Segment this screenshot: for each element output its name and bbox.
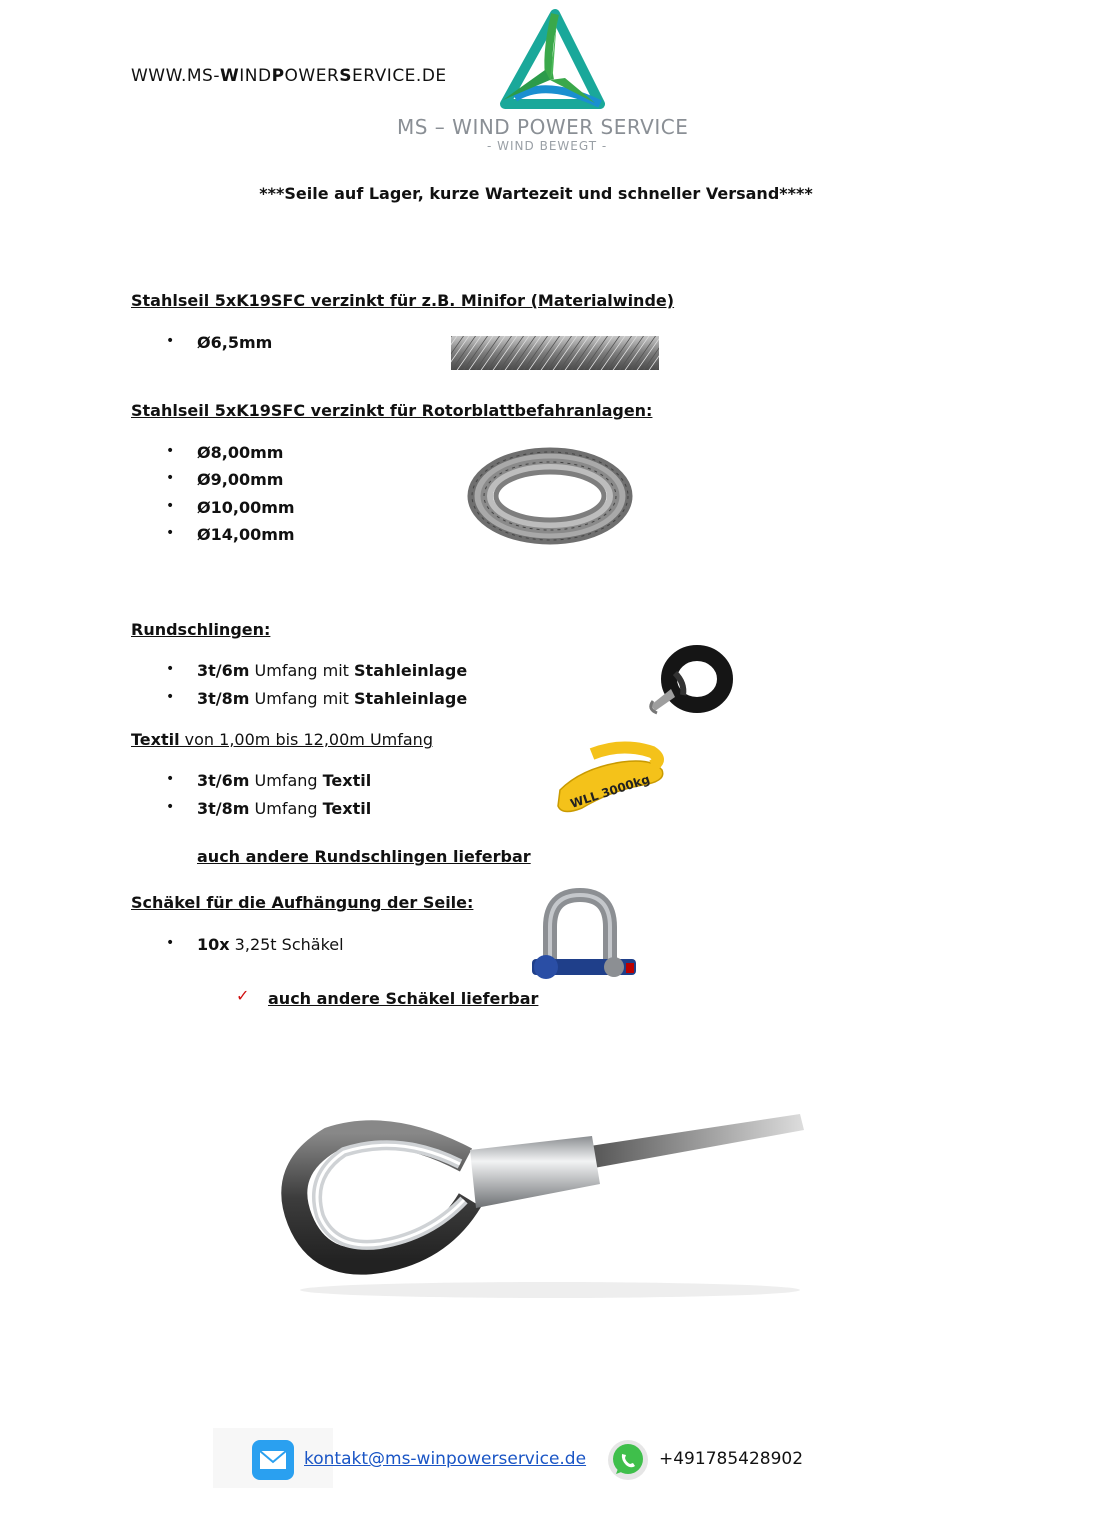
email-link[interactable]: kontakt@ms-winpowerservice.de bbox=[304, 1449, 587, 1469]
list-item: • 3t/8m Umfang mit Stahleinlage bbox=[166, 689, 468, 708]
steel-rope-image bbox=[451, 336, 659, 370]
list-item: • Ø10,00mm bbox=[166, 498, 295, 517]
check-icon: ✓ bbox=[236, 986, 250, 1005]
brand-name: MS – WIND POWER SERVICE bbox=[397, 115, 689, 139]
whatsapp-icon[interactable] bbox=[606, 1438, 650, 1482]
list-item: • 3t/6m Umfang Textil bbox=[166, 771, 372, 790]
brand-slogan: - WIND BEWEGT - bbox=[487, 139, 608, 153]
mail-icon[interactable] bbox=[250, 1438, 296, 1482]
note-schaekel: auch andere Schäkel lieferbar bbox=[268, 989, 539, 1008]
section-heading-rotor: Stahlseil 5xK19SFC verzinkt für Rotorblattbefahranlagen: bbox=[131, 401, 653, 420]
section-heading-minifor: Stahlseil 5xK19SFC verzinkt für z.B. Minifor (Materialwinde) bbox=[131, 291, 675, 310]
list-item: • Ø8,00mm bbox=[166, 443, 284, 462]
list-item: • Ø6,5mm bbox=[166, 333, 273, 352]
website-url: WWW.MS-WINDPOWERSERVICE.DE bbox=[131, 66, 447, 86]
note-rundschlingen: auch andere Rundschlingen lieferbar bbox=[197, 847, 531, 866]
section-heading-textil: Textil von 1,00m bis 12,00m Umfang bbox=[131, 730, 433, 749]
tagline: ***Seile auf Lager, kurze Wartezeit und schneller Versand**** bbox=[259, 184, 813, 203]
section-heading-schaekel: Schäkel für die Aufhängung der Seile: bbox=[131, 893, 474, 912]
yellow-sling-image bbox=[552, 740, 672, 820]
section-heading-rundschlingen: Rundschlingen: bbox=[131, 620, 271, 639]
black-sling-image bbox=[645, 643, 733, 717]
phone-number: +491785428902 bbox=[659, 1449, 804, 1469]
list-item: • Ø9,00mm bbox=[166, 470, 284, 489]
list-item: • 10x 3,25t Schäkel bbox=[166, 935, 344, 954]
bullet: • bbox=[166, 333, 175, 349]
list-item: • Ø14,00mm bbox=[166, 525, 295, 544]
list-item: • 3t/6m Umfang mit Stahleinlage bbox=[166, 661, 468, 680]
rope-coil-image bbox=[465, 444, 635, 548]
shackle-image bbox=[528, 887, 638, 999]
sling-label: WLL 3000kg bbox=[568, 771, 652, 811]
rope-thimble-image bbox=[270, 1100, 830, 1300]
list-item: • 3t/8m Umfang Textil bbox=[166, 799, 372, 818]
